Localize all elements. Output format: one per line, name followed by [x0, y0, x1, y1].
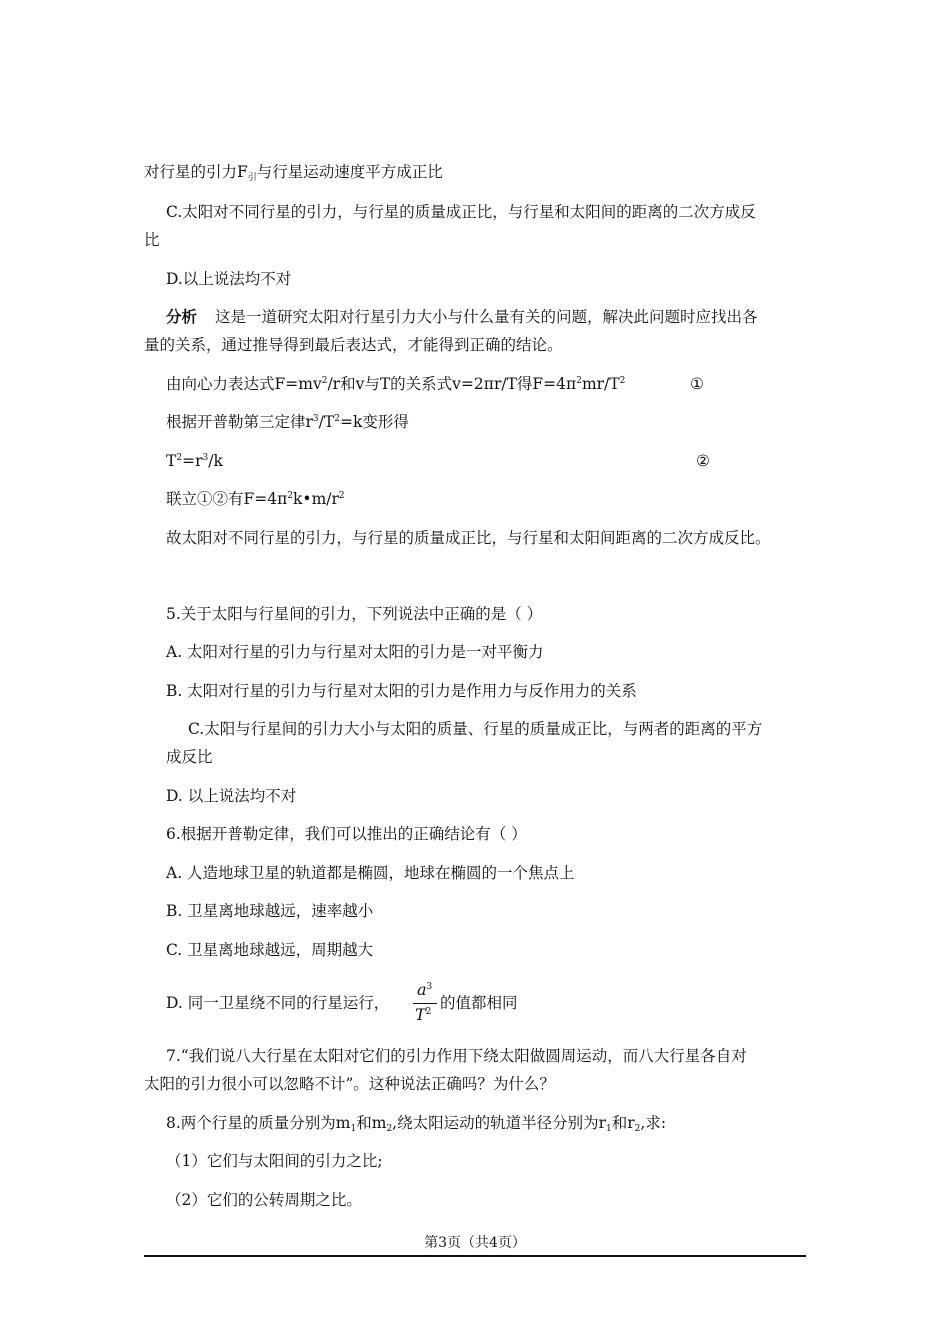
analysis-label: 分析: [166, 307, 198, 326]
question-8-part-1: （1）它们与太阳间的引力之比;: [166, 1152, 383, 1170]
option-d: D.以上说法均不对: [166, 270, 292, 288]
equation-4: 联立①②有$F=4\pi^2k•m/r^2$: [166, 490, 345, 508]
question-6-option-b: B. 卫星离地球越远，速率越小: [166, 902, 374, 920]
conclusion: 故太阳对不同行星的引力，与行星的质量成正比，与行星和太阳间距离的二次方成反比。: [166, 529, 771, 547]
analysis-line1: 分析 这是一道研究太阳对行星引力大小与什么量有关的问题，解决此问题时应找出各: [166, 307, 758, 326]
option-c-line1: C.太阳对不同行星的引力，与行星的质量成正比，与行星和太阳间的距离的二次方成反: [166, 203, 756, 221]
question-7-line1: 7.“我们说八大行星在太阳对它们的引力作用下绕太阳做圆周运动，而八大行星各自对: [166, 1047, 747, 1065]
question-5-option-c-line1: C.太阳与行星间的引力大小与太阳的质量、行星的质量成正比，与两者的距离的平方: [188, 720, 763, 738]
question-7-line2: 太阳的引力很小可以忽略不计”。这种说法正确吗？为什么？: [144, 1075, 555, 1093]
footer-rule: [144, 1255, 806, 1257]
question-6-option-c: C. 卫星离地球越远，周期越大: [166, 941, 374, 959]
question-6-option-d-suffix: 的值都相同: [440, 994, 518, 1012]
fraction-a3-over-t2: $a^3$ $T^2$: [411, 978, 439, 1030]
page-footer: 第3页（共4页）: [424, 1235, 526, 1251]
question-6: 6.根据开普勒定律，我们可以推出的正确结论有（ ）: [166, 825, 527, 843]
equation-2: 根据开普勒第三定律$r^3/T^2=k$变形得: [166, 413, 409, 431]
equation-1-marker: ①: [690, 375, 704, 393]
question-5-option-d: D. 以上说法均不对: [166, 787, 297, 805]
equation-1: 由向心力表达式$F=mv^2/r$和v与T的关系式v=2πr/T得$F=4\pi^2mr/T^2$: [166, 375, 626, 393]
question-8-part-2: （2）它们的公转周期之比。: [166, 1191, 362, 1209]
analysis-line2: 量的关系，通过推导得到最后表达式，才能得到正确的结论。: [144, 336, 563, 354]
question-5-option-a: A. 太阳对行星的引力与行星对太阳的引力是一对平衡力: [166, 643, 544, 661]
equation-3: $T^2=r^3/k$: [166, 452, 223, 470]
question-5-option-c-line2: 成反比: [166, 748, 213, 766]
question-6-option-a: A. 人造地球卫星的轨道都是椭圆，地球在椭圆的一个焦点上: [166, 864, 575, 882]
question-8: 8.两个行星的质量分别为$m_1$和$m_2$,绕太阳运动的轨道半径分别为$r_1$和$r_2$,求:: [166, 1114, 667, 1134]
question-5: 5.关于太阳与行星间的引力，下列说法中正确的是（ ）: [166, 605, 543, 623]
option-c-line2: 比: [144, 231, 160, 249]
question-6-option-d-prefix: D. 同一卫星绕不同的行星运行，: [166, 994, 390, 1012]
question-5-option-b: B. 太阳对行星的引力与行星对太阳的引力是作用力与反作用力的关系: [166, 682, 637, 700]
text-line-continuation: 对行星的引力$F_引$与行星运动速度平方成正比: [144, 163, 443, 183]
equation-3-marker: ②: [696, 452, 710, 470]
fraction-bar: [413, 1003, 437, 1004]
